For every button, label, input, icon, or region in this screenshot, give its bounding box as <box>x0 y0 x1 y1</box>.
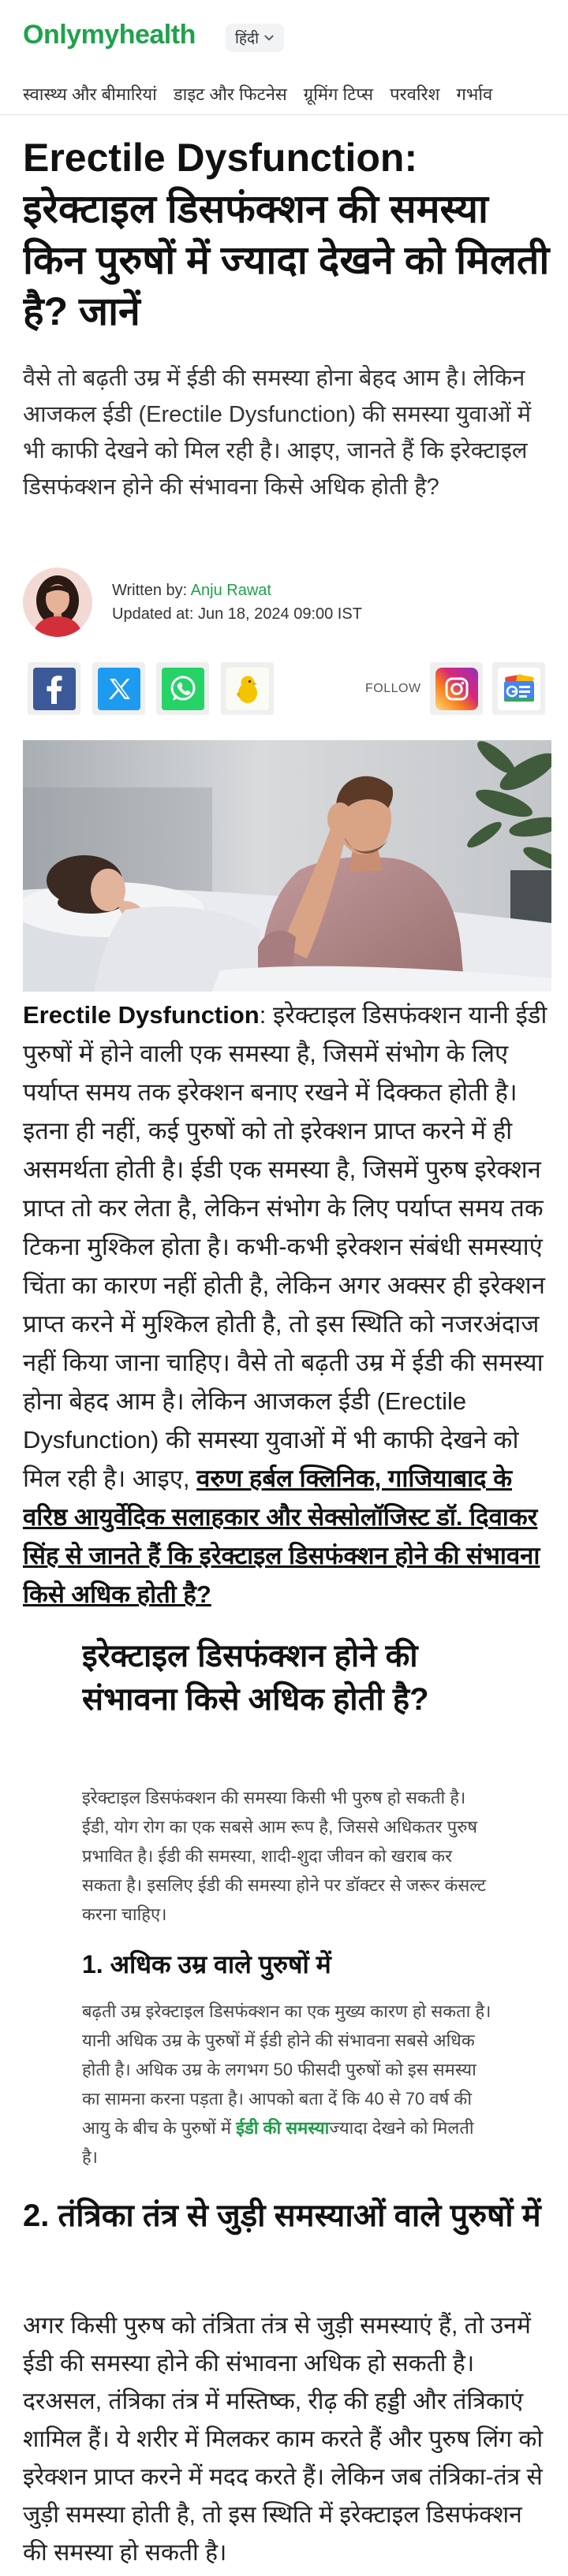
x-icon <box>98 668 140 710</box>
updated-date: Jun 18, 2024 09:00 IST <box>197 605 362 623</box>
body-lead-bold: Erectile Dysfunction <box>23 1001 260 1029</box>
nav-item-health-diseases[interactable]: स्वास्थ्य और बीमारियां <box>23 84 157 104</box>
language-label: हिंदी <box>235 31 260 47</box>
whatsapp-share-button[interactable] <box>156 662 209 715</box>
google-news-icon <box>498 668 540 710</box>
follow-label: FOLLOW <box>365 682 421 695</box>
author-block <box>23 568 551 637</box>
point-1-text-pre: बढ़ती उम्र इरेक्टाइल डिसफंक्शन का एक मुख्य कारण हो सकता है। यानी अधिक उम्र के पुरुषों में ईडी होने की संभावना सबसे अधिक होती है। अधिक उम्र के लगभग 50 फीसदी पुरुषों को इस समस्या का सामना करना पड़ता है। आपको बता दें कि 40 से 70 वर्ष की आयु के बीच के पुरुषों में <box>82 2001 491 2138</box>
written-by-line <box>112 579 362 602</box>
whatsapp-icon <box>162 668 204 710</box>
expert-link[interactable]: वरुण हर्बल क्लिनिक, गाजियाबाद के वरिष्ठ आयुर्वेदिक सलाहकार और सेक्सोलॉजिस्ट डॉ. दिवाकर सिंह से जानते हैं कि इरेक्टाइल डिसफंक्शन होने की संभावना किसे अधिक होती है? <box>23 1465 540 1608</box>
site-logo[interactable]: Onlymyhealth <box>23 20 196 50</box>
facebook-icon <box>33 668 76 710</box>
koo-icon <box>226 668 269 710</box>
instagram-follow-button[interactable] <box>430 662 483 715</box>
author-avatar[interactable] <box>23 568 92 637</box>
written-by-label: Written by: <box>112 582 188 599</box>
nav-item-pregnancy[interactable]: गर्भाव <box>456 84 493 104</box>
author-meta <box>112 579 362 626</box>
facebook-share-button[interactable] <box>28 662 80 715</box>
point-1-heading: 1. अधिक उम्र वाले पुरुषों में <box>82 1950 331 1979</box>
koo-share-button[interactable] <box>221 662 274 715</box>
point-1-text-post: ज्यादा देखने को मिलती है। <box>82 2118 474 2167</box>
article-summary: वैसे तो बढ़ती उम्र में ईडी की समस्या होना बेहद आम है। लेकिन आजकल ईडी (Erectile Dysfunction) की समस्या युवाओं में भी काफी देखने को मिल रही है। आइए, जानते हैं कि इरेक्टाइल डिसफंक्शन होने की संभावना किसे अधिक होती है? <box>23 366 532 500</box>
ed-problem-link[interactable]: ईडी की समस्या <box>236 2118 330 2138</box>
article-body-intro <box>23 996 551 1617</box>
nav-item-diet-fitness[interactable]: डाइट और फिटनेस <box>173 84 287 104</box>
article-title: Erectile Dysfunction: इरेक्टाइल डिसफंक्शन की समस्या किन पुरुषों में ज्यादा देखने को मिलती है? जानें <box>23 136 550 333</box>
section-heading: इरेक्टाइल डिसफंक्शन होने की संभावना किसे अधिक होती है? <box>82 1639 429 1717</box>
body-text: : इरेक्टाइल डिसफंक्शन यानी ईडी पुरुषों में होने वाली एक समस्या है, जिसमें संभोग के लिए पर्याप्त समय तक इरेक्शन बनाए रखने में दिक्कत होती है। इतना ही नहीं, कई पुरुषों को तो इरेक्शन प्राप्त करने में ही असमर्थता होती है। ईडी एक समस्या है, जिसमें पुरुष इरेक्शन प्राप्त तो कर लेता है, लेकिन संभोग के लिए पर्याप्त समय तक टिकना मुश्किल होता है। कभी-कभी इरेक्शन संबंधी समस्याएं चिंता का कारण नहीं होती है, लेकिन अगर अक्सर ही इरेक्शन प्राप्त करने में मुश्किल होती है, तो इस स्थिति को नजरअंदाज नहीं किया जाना चाहिए। वैसे तो बढ़ती उम्र में ईडी की समस्या होना बेहद आम है। लेकिन आजकल ईडी (Erectile Dysfunction) की समस्या युवाओं में भी काफी देखने को मिल रही है। आइए, <box>23 1001 547 1492</box>
point-2-heading: 2. तंत्रिका तंत्र से जुड़ी समस्याओं वाले पुरुषों में <box>23 2198 541 2233</box>
point-1-text <box>82 1997 494 2173</box>
updated-label: Updated at: <box>112 605 194 623</box>
google-news-follow-button[interactable] <box>492 662 545 715</box>
category-nav <box>0 73 568 115</box>
share-bar <box>0 662 568 716</box>
section-intro: इरेक्टाइल डिसफंक्शन की समस्या किसी भी पुरुष हो सकती है। ईडी, योग रोग का एक सबसे आम रूप है, जिससे अधिकतर पुरुष प्रभावित है। ईडी की समस्या, शादी-शुदा जीवन को खराब कर सकता है। इसलिए ईडी की समस्या होने पर डॉक्टर से जरूर कंसल्ट करना चाहिए। <box>82 1788 486 1924</box>
language-dropdown[interactable] <box>226 24 284 52</box>
author-name-link[interactable]: Anju Rawat <box>190 582 271 599</box>
point-2-text: अगर किसी पुरुष को तंत्रिता तंत्र से जुड़ी समस्याएं हैं, तो उनमें ईडी की समस्या होने की संभावना अधिक हो सकती है। दरअसल, तंत्रिका तंत्र में मस्तिष्क, रीढ़ की हड्डी और तंत्रिकाएं शामिल हैं। ये शरीर में मिलकर काम करते हैं और पुरुष लिंग को इरेक्शन प्राप्त करने में मदद करते हैं। लेकिन जब तंत्रिका-तंत्र से जुड़ी समस्या होती है, तो इस स्थिति में इरेक्टाइल डिसफंक्शन की समस्या हो सकती है। <box>23 2313 544 2566</box>
updated-line <box>112 602 362 626</box>
site-header <box>0 0 568 69</box>
nav-item-parenting[interactable]: परवरिश <box>390 84 440 104</box>
nav-item-grooming-tips[interactable]: ग्रूमिंग टिप्स <box>303 84 374 104</box>
x-share-button[interactable] <box>92 662 145 715</box>
chevron-down-icon <box>263 32 275 43</box>
hero-image <box>23 740 551 992</box>
instagram-icon <box>435 668 478 710</box>
